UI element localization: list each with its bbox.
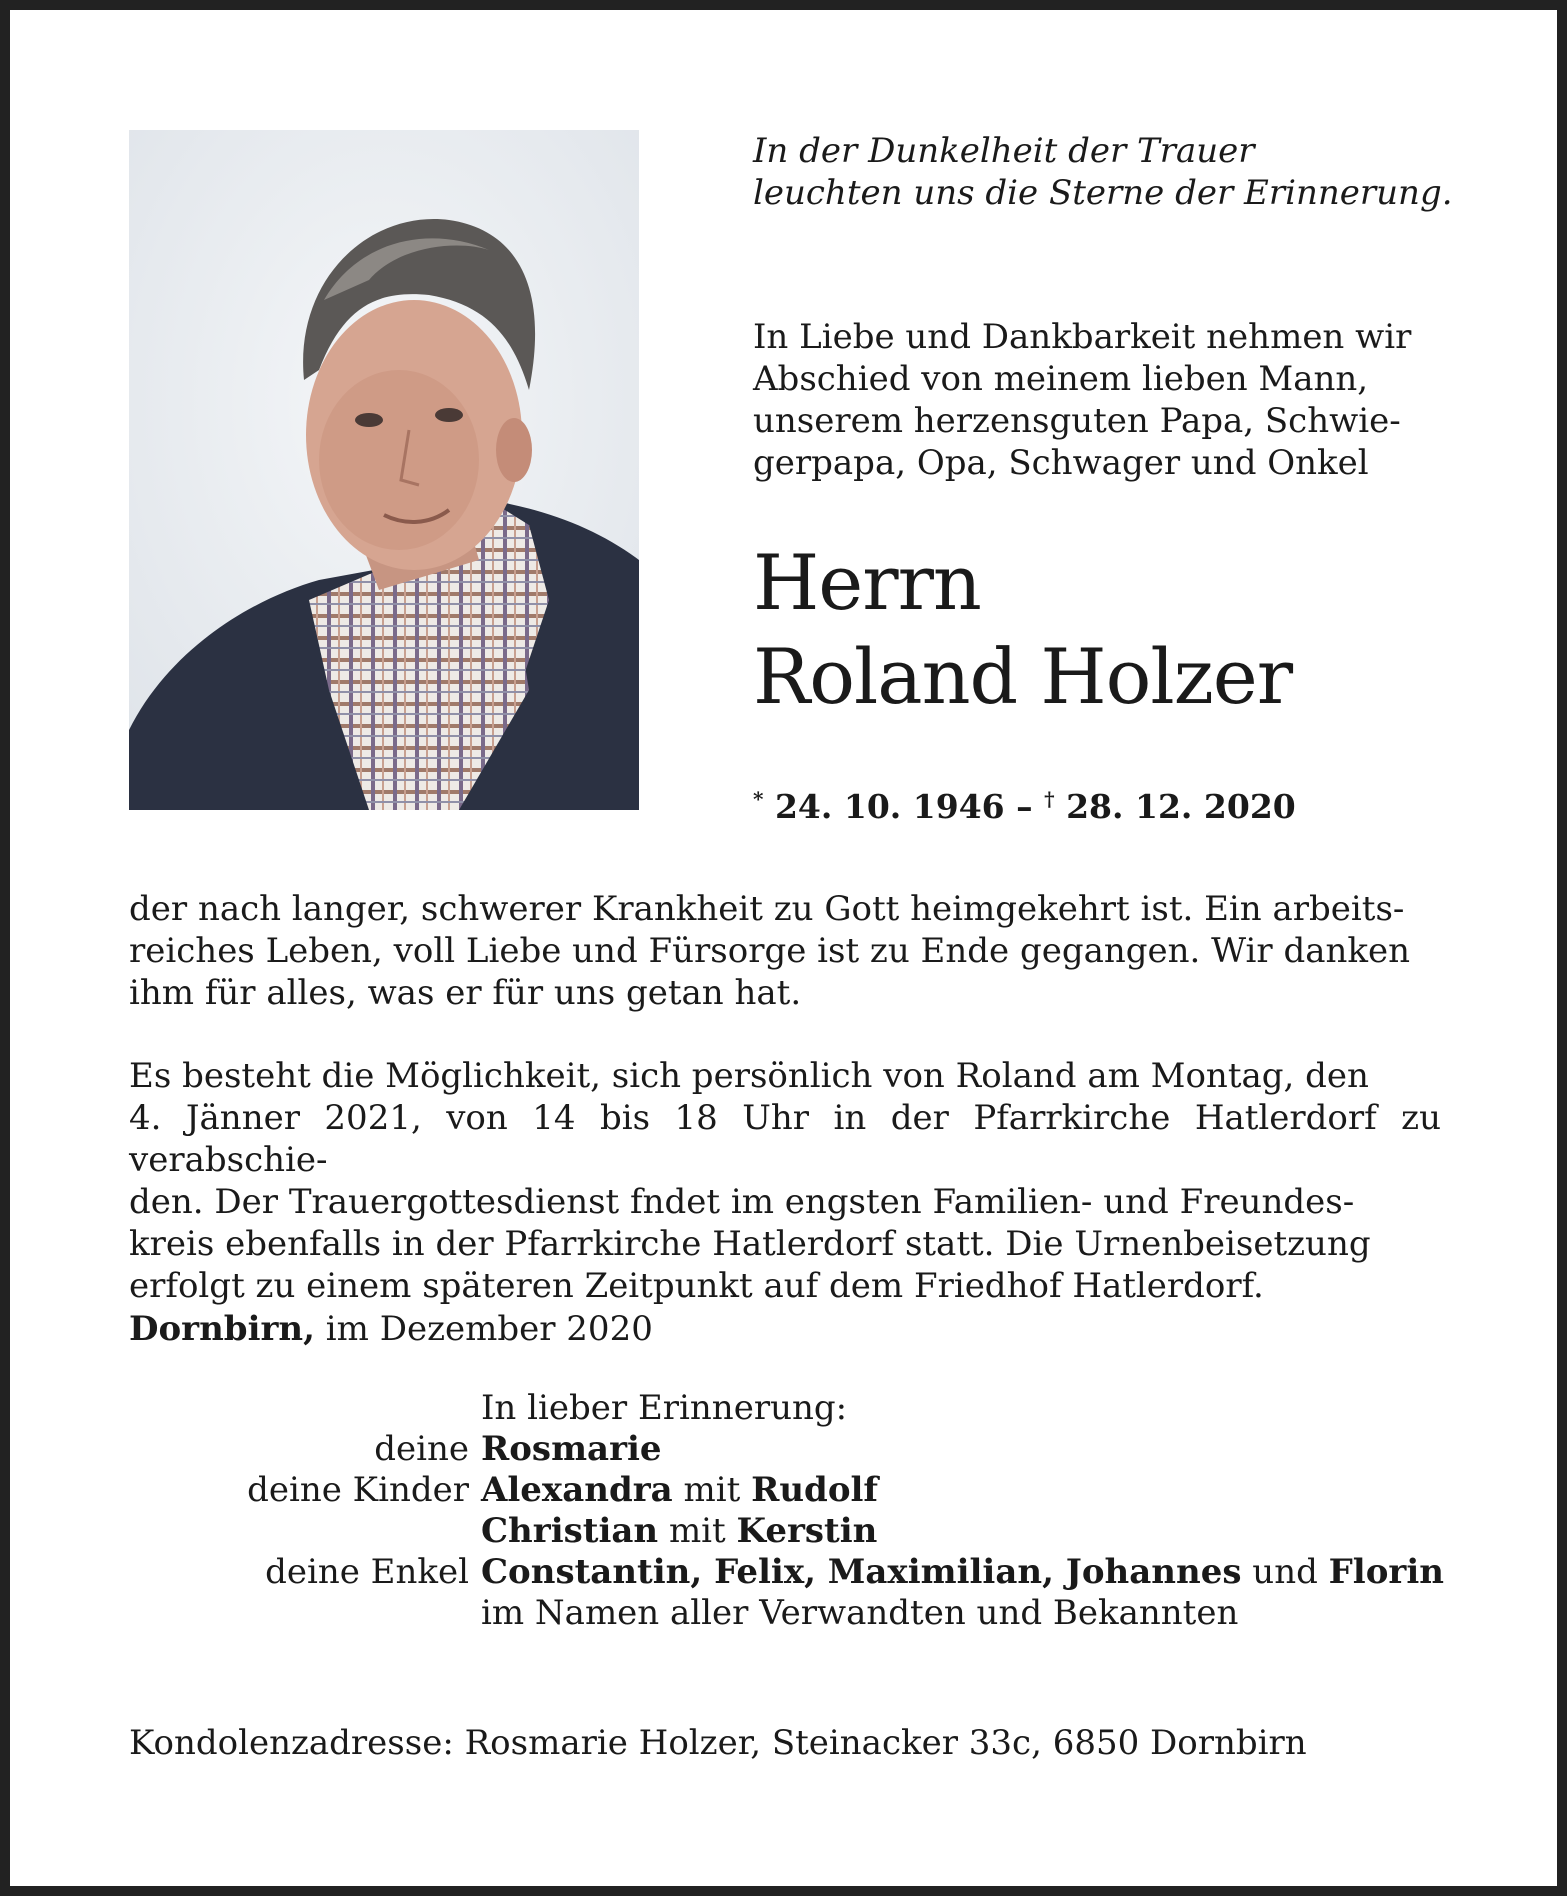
motto-line: leuchten uns die Sterne der Erinnerung. — [753, 173, 1453, 213]
life-dates — [753, 778, 1473, 828]
mourners-closing-row — [129, 1593, 1449, 1634]
mourner-row — [129, 1429, 1449, 1470]
date-text: im Dezember 2020 — [325, 1309, 653, 1349]
place-name: Dornbirn, — [129, 1309, 315, 1349]
motto-line: In der Dunkelheit der Trauer — [753, 131, 1255, 171]
mourners-heading-row — [129, 1388, 1449, 1429]
mourner-name: Constantin, Felix, Maximilian, Johannes — [481, 1552, 1242, 1592]
mourner-label: deine Kinder — [247, 1470, 469, 1510]
paragraph-line: ihm für alles, was er für uns getan hat. — [129, 973, 802, 1013]
mourner-name: Alexandra — [481, 1470, 673, 1510]
mourners-list — [129, 1388, 1449, 1634]
paragraph-line: erfolgt zu einem späteren Zeitpunkt auf dem Friedhof Hatlerdorf. — [129, 1266, 1264, 1306]
mourner-conjunction: und — [1252, 1552, 1318, 1592]
body-paragraph-2 — [129, 1055, 1441, 1307]
paragraph-line: der nach langer, schwerer Krankheit zu Gott heimgekehrt ist. Ein arbeits- — [129, 889, 1405, 929]
mourner-name: Rosmarie — [481, 1429, 662, 1469]
mourner-name: Christian — [481, 1511, 659, 1551]
death-symbol: † — [1044, 787, 1055, 811]
obituary-page — [10, 10, 1557, 1886]
death-date: 28. 12. 2020 — [1066, 787, 1296, 826]
deceased-honorific: Herrn — [753, 538, 981, 627]
birth-symbol: * — [753, 787, 764, 811]
mourner-name: Florin — [1328, 1552, 1444, 1592]
intro-line: Abschied von meinem lieben Mann, — [753, 359, 1369, 399]
mourner-row — [129, 1511, 1449, 1552]
body-paragraph-1 — [129, 888, 1441, 1014]
condolence-address: Kondolenzadresse: Rosmarie Holzer, Steinacker 33c, 6850 Dornbirn — [129, 1723, 1307, 1763]
intro-line: In Liebe und Dankbarkeit nehmen wir — [753, 317, 1412, 357]
mourner-conjunction: mit — [683, 1470, 741, 1510]
intro-line: gerpapa, Opa, Schwager und Onkel — [753, 443, 1369, 483]
paragraph-line: Es besteht die Möglichkeit, sich persönlich von Roland am Montag, den — [129, 1056, 1369, 1096]
mourner-row — [129, 1470, 1449, 1511]
paragraph-line: den. Der Trauergottesdienst fndet im engsten Familien- und Freundes- — [129, 1182, 1355, 1222]
date-separator: – — [1016, 787, 1033, 826]
intro-text — [753, 316, 1439, 484]
paragraph-line: reiches Leben, voll Liebe und Fürsorge ist zu Ende gegangen. Wir danken — [129, 931, 1411, 971]
place-date — [129, 1308, 1129, 1350]
paragraph-line: 4. Jänner 2021, von 14 bis 18 Uhr in der Pfarrkirche Hatlerdorf zu verabschie- — [129, 1098, 1441, 1180]
mourner-conjunction: mit — [668, 1511, 726, 1551]
mourners-closing: im Namen aller Verwandten und Bekannten — [481, 1593, 1239, 1633]
mourners-heading: In lieber Erinnerung: — [481, 1388, 848, 1428]
paragraph-line: kreis ebenfalls in der Pfarrkirche Hatlerdorf statt. Die Urnenbeisetzung — [129, 1224, 1371, 1264]
mourner-row — [129, 1552, 1449, 1593]
intro-line: unserem herzensguten Papa, Schwie- — [753, 401, 1401, 441]
mourner-name: Rudolf — [751, 1470, 879, 1510]
motto-quote — [753, 130, 1473, 214]
mourner-name: Kerstin — [736, 1511, 878, 1551]
mourner-label: deine Enkel — [265, 1552, 469, 1592]
mourner-label: deine — [374, 1429, 469, 1469]
birth-date: 24. 10. 1946 — [774, 787, 1005, 826]
portrait-photo — [129, 130, 639, 810]
deceased-name: Roland Holzer — [753, 632, 1293, 721]
